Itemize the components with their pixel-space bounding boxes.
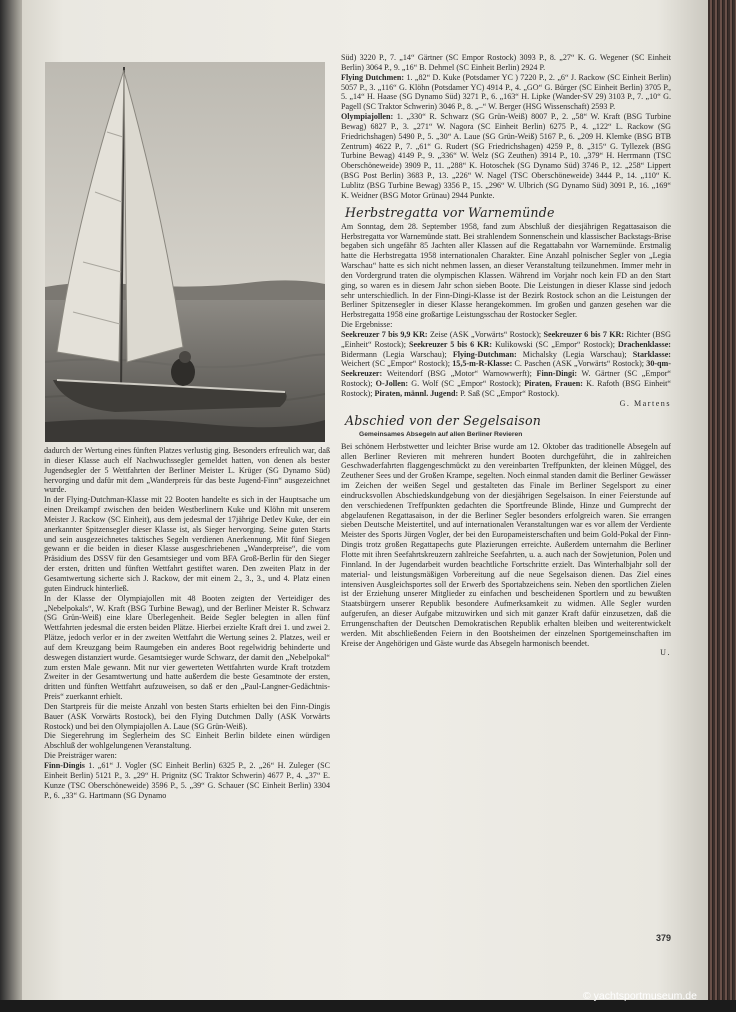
results-text: G. Wolf (SC „Empor“ Rostock); [408,379,525,389]
results-label: Seekreuzer 7 bis 9,9 KR: [341,329,428,339]
results-list [341,330,671,399]
page-number: 379 [656,933,672,943]
results-olympiajollen [341,112,671,201]
article-subheading: Gemeinsames Absegeln auf allen Berliner Revieren [359,430,523,438]
paragraph: Bei schönem Herbstwetter und leichter Brise wurde am 12. Oktober das traditionelle Absegeln auf allen Berliner Revieren mit mehreren hundert Booten durchgeführt, die in zahlreichen Geschwaderfahrten flaggengeschmückt zu den vereinbarten Treffpunkten, der kleinen Müggel, des Zeuthener Sees und der Großen Krampe, segelten. Noch einmal standen damit die Berliner Gewässer im Zeichen der weißen Segel und gestalteten das Finale im Berliner Segelsport zu einer eindrucksvollen Abschiedskundgebung von der diesjährigen Segelsaison. In einer Feierstunde auf den verschiedenen Treffpunkten gedachten die Sportfreunde Blinde, Hinze und Gumprecht der abgelaufenen Regattasaison, in der die Berliner Segler besonders erfolgreich waren. Sie errangen sieben Deutsche Meistertitel, und auf internationalen Veranstaltungen war es vor allem der Verdiente Meister des Sports Jürgen Vogler, der bei den Europameisterschaften und beim Gold-Pokal der Finn-Dingis trotz großen Regattapechs gute Plazierungen erreichte. Außerdem unternahm die Berliner Flotte mit ihren Seefahrtskreuzern zahlreiche Seefahrten, u. a. auch nach der Sowjetunion, Polen und Finnland. In der Jugendarbeit wurden beachtliche Fortschritte erzielt. Das Winterhalbjahr soll der material- und leistungsmäßigen Vorbereitung auf die neue Segelsaison dienen. Das Ziel eines intensiven Ausgleichsportes soll der Erwerb des Sportabzeichens sein. Neben den sportlichen Zielen ist der Erziehung unserer Mitglieder zu einfachen und bescheidenen Sportlern und zu bewußten Staatsbürgern unserer Republik besondere Aufmerksamkeit zu widmen. Alle Segler wurden aufgerufen, an dieser Aufgabe mitzuwirken und sich mit ganzer Kraft dafür einzusetzen, daß die Errungenschaften der Deutschen Demokratischen Republik erhalten bleiben und weiterentwickelt werden. Mit abschließenden Feiern in den Bootsheimen der einzelnen Sportgemeinschaften im Kreise der Angehörigen und Gäste wurde das Absegeln harmonisch beendet. [341,441,671,648]
results-continuation: Süd) 3220 P., 7. „14“ Gärtner (SC Empor Rostock) 3093 P., 8. „27“ K. G. Wegener (SC Einheit Berlin) 3064 P., 9. „16“ B. Dehmel (SC Einheit Berlin) 2924 P. [341,53,671,72]
results-text: C. Paschen (ASK „Vorwärts“ Rostock); [512,359,647,369]
left-text-column [44,446,330,991]
results-text: 1. „61“ J. Vogler (SC Einheit Berlin) 6325 P., 2. „26“ H. Zuleger (SC Einheit Berlin) 5121 P., 3. „29“ H. Prignitz (SC Traktor Schwerin) 4677 P., 4. „37“ E. Kunze (TSC Oberschöneweide) 3596 P., 5. „39“ G. Schauer (SC Einheit Berlin) 3304 P., 6. „33“ G. Hartmann (SG Dynamo [44,761,330,800]
author-signature: U. [660,648,671,658]
paragraph: Die Preisträger waren: [44,751,117,761]
results-label: Flying-Dutchman: [452,349,517,359]
paragraph: In der Flying-Dutchman-Klasse mit 22 Booten handelte es sich in der Hauptsache um einen Dreikampf zwischen den beiden Westberlinern Kuke und Klöhn mit unserem Meister J. Rackow (SC Einheit), aus dem jedesmal der 17jährige Detlev Kuke, der ein anerkannter Spitzensegler dieser Klasse ist, als Sieger hervorging. Seine guten Starts und sein ausgezeichnetes taktisches Segeln verdienen Anerkennung. Mit fünf Siegen gewann er die beiden in dieser Klasse ausgeschriebenen „Wanderpreise“, die vom Präsidium des DSSV für den Gesamtsieger und vom BFA Groß-Berlin für den Sieger der ersten, dritten und fünften Wettfahrt gestiftet waren. Den zweiten Platz in der Gesamtwertung sicherte sich J. Rackow, der mit einem 2., 3., 3., und 4. Platz einen guten Eindruck hinterließ. [44,495,330,593]
results-label: Flying Dutchmen: [341,72,405,82]
article-heading: Herbstregatta vor Warnemünde [345,204,555,220]
results-label: Starklasse: [632,349,671,359]
paragraph: Am Sonntag, dem 28. September 1958, fand zum Abschluß der diesjährigen Regattasaison die Herbstregatta vor Warnemünde statt. Bei strahlendem Sonnenschein und klassischer Backstags-Brise begaben sich ungefähr 85 Jachten aller Klassen auf die Regattabahn vor Warnemünde. Erstmalig hatte die Herbstregatta 1958 internationalen Charakter. Eine Anzahl polnischer Segler von „Legia Warschau“ hatte es sich nicht nehmen lassen, an dieser Veranstaltung teilzunehmen. Immer mehr in den Vordergrund traten die olympischen Klassen. Während im Vorjahr noch kein FD an den Start ging, so waren es in diesem Jahr schon sieben Boote. Die Leistungen in dieser Klasse sind jedoch sehr unterschiedlich. In der Finn-Dingi-Klasse ist der Bezirk Rostock schon an die Leistungen der Berliner Spitzensegler in dieser Klasse herangekommen. Im großen und ganzen gesehen war die Herbstregatta 1958 eine großartige Leistungsschau der Rostocker Segler. [341,221,671,320]
results-label: 15,5-m-R-Klasse: [452,359,513,369]
results-text: W. Gärtner (SC „Empor“ Rostock); [341,369,671,389]
results-label: Finn-Dingis [44,761,85,770]
sailboat-illustration [45,62,325,442]
results-label: O-Jollen: [375,379,409,389]
author-signature: G. Martens [619,398,671,408]
results-label: Finn-Dingi: [536,369,578,379]
results-label: Piraten, Frauen: [524,379,583,389]
results-label: Piraten, männl. Jugend: [374,389,459,398]
results-text: K. Rafoth (BSG Einheit“ Rostock); [341,379,671,398]
results-text: Kulikowski (SC „Empor“ Rostock); [492,339,618,349]
results-finn-dingis [44,761,330,800]
book-spine-edge [708,0,736,1012]
results-label: Seekreuzer 6 bis 7 KR: [543,329,625,339]
right-text-column [341,53,671,973]
results-flying-dutchmen [341,73,671,112]
results-text: P. Saß (SC „Empor“ Rostock). [458,389,560,398]
paragraph: In der Klasse der Olympiajollen mit 48 Booten zeigten der Verteidiger des „Nebelpokals“, W. Kraft (BSG Turbine Bewag), und der Berliner Meister R. Schwarz (SG Grün-Weiß) eine klare Überlegenheit. Beide Segler belegten in allen fünf Wettfahrten jedesmal die ersten beiden Plätze. Hierbei erzielte Kraft drei 1. und zwei 2. Plätze, jedoch verlor er in der zweiten Wettfahrt die Wertung seines 2. Platzes, weil er auf dem Kreuzgang beim Raumgeben ein anderes Boot regelwidrig behinderte und deswegen distanziert wurde. Gesamtsieger wurde Schwarz, der damit den „Nebelpokal“ zum ersten Male gewann. Mit nur vier gewerteten Wettfahrten wurde Kraft trotzdem Zweiter in der Gesamtwertung und hatte außerdem die beste Gesamtnote der ersten, dritten und fünften Wettfahrt aufzuweisen, so daß er den „Paul-Langner-Gedächtnis-Preis“ zuerkannt erhielt. [44,593,330,702]
results-text: Zeise (ASK „Vorwärts“ Rostock); [427,329,544,339]
results-label: Drachenklasse: [617,339,671,349]
results-label: Olympiajollen: [341,112,394,122]
paragraph: dadurch der Wertung eines fünften Platzes verlustig ging. Besonders erfreulich war, daß in dieser Klasse auch elf Nachwuchssegler gemeldet hatten, von denen als bester Jugendsegler der 5 Wettfahrten der Berliner Meister L. Krüger (SG Dynamo Süd) hervorging und dafür mit dem „Wanderpreis für das beste Jugend-Finn“ ausgezeichnet wurde. [44,446,330,495]
paragraph: Den Startpreis für die meiste Anzahl von besten Starts erhielten bei den Finn-Dingis Bauer (ASK Vorwärts Rostock), bei den Flying Dutchmen Dally (ASK Vorwärts Rostock) und bei den Olympiajollen A. Laue (SG Grün-Weiß). [44,701,330,731]
results-text: Weichert (SC „Empor“ Rostock); [341,359,453,369]
results-text: 1. „82“ D. Kuke (Potsdamer YC ) 7220 P., 2. „6“ J. Rackow (SC Einheit Berlin) 5057 P., 3. „116“ G. Klöhn (Potsdamer YC) 4914 P., 4. „GO“ G. Bürger (SC Einheit Berlin) 3705 P., 5. „14“ H. Haase (SG Dynamo Süd) 3271 P., 6. „163“ H. Lipke (Wander-SV 29) 3103 P., 7. „10“ G. Pagell (SC Traktor Schwerin) 3046 P., 8. „–“ W. Berger (HSG Wissenschaft) 2593 P. [341,72,671,112]
copyright-watermark: © yachtsportmuseum.de [583,990,697,1002]
results-text: 1. „330“ R. Schwarz (SG Grün-Weiß) 8007 P., 2. „58“ W. Kraft (BSG Turbine Bewag) 6827 P., 3. „271“ W. Nagora (SC Einheit Berlin) 6275 P., 4. „122“ L. Rackow (SG Friedrichshagen) 5490 P., 5. „30“ A. Laue (SG Grün-Weiß) 5167 P., 6. „209 H. Klemke (BSG BTB Zentrum) 4622 P., 7. „61“ G. Rudert (SG Friedrichshagen) 4259 P., 8. „315“ G. Tyllezek (BSG Turbine Bewag) 4149 P., 9. „336“ W. Welz (SG Zeuthen) 3914 P., 10. „379“ H. Herrmann (TSC Oberschöneweide) 3909 P., 11. „288“ K. Hotoschek (SG Dynamo Süd) 3746 P., 12. „258“ Lippert (BSG Post Berlin) 3683 P., 13. „226“ W. Nagel (TSC Oberschöneweide) 3444 P., 14. „110“ K. Lublitz (BSG Turbine Bewag) 3356 P., 15. „296“ W. Ulbrich (SG Dynamo Süd) 3091 P., 16. „169“ K. Weidner (BSG Motor Grünau) 2944 Punkte. [341,112,671,200]
results-label: Seekreuzer 5 bis 6 KR: [408,339,493,349]
results-text: Richter (BSG „Einheit“ Rostock); [341,329,671,349]
results-text: Weitendorf (BSG „Motor“ Warnowwerft); [382,369,537,379]
article-heading: Abschied von der Segelsaison [345,412,542,428]
results-label: 30-qm-Seekreuzer: [341,359,671,379]
results-text: Michalsky (Legia Warschau); [516,349,633,359]
sailboat-photo [45,62,325,442]
paragraph: Die Siegerehrung im Seglerheim des SC Einheit Berlin bildete einen würdigen Abschluß der wohlgelungenen Veranstaltung. [44,731,330,751]
ergebnisse-label: Die Ergebnisse: [341,320,393,330]
results-text: Bidermann (Legia Warschau); [341,349,453,359]
